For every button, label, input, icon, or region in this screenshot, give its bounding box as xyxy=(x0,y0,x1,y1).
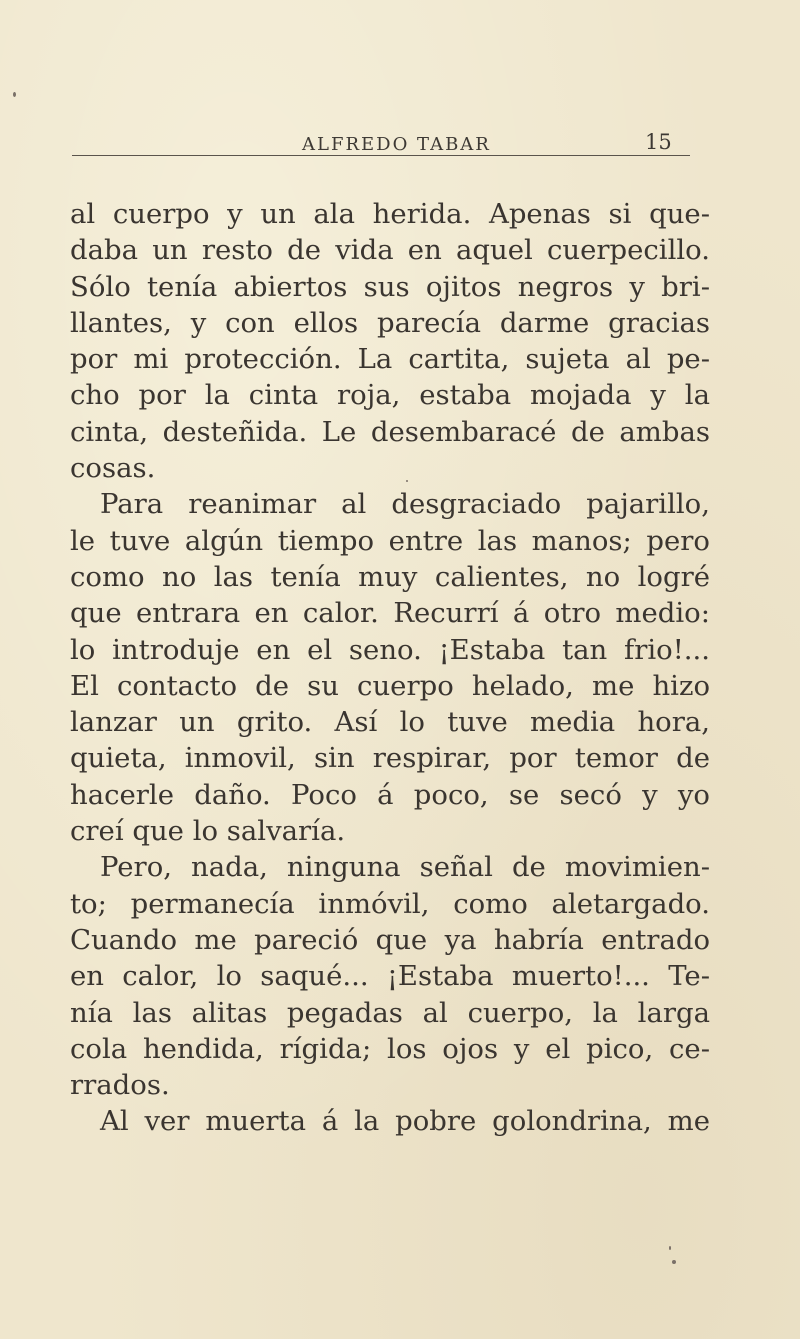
text-line: que entrara en calor. Recurrí á otro medio: xyxy=(70,597,710,630)
text-line: al cuerpo y un ala herida. Apenas si que- xyxy=(70,198,710,230)
text-line: to; permanecía inmóvil, como aletargado. xyxy=(70,887,710,920)
text-line: llantes, y con ellos parecía darme gracias xyxy=(70,306,710,339)
page-number: 15 xyxy=(645,130,672,154)
text-line: quieta, inmovil, sin respirar, por temor de xyxy=(70,742,710,775)
text-line: cho por la cinta roja, estaba mojada y la xyxy=(70,379,710,412)
text-line: daba un resto de vida en aquel cuerpecillo. xyxy=(70,234,710,267)
paper-speck xyxy=(13,92,16,97)
text-line: cosas. xyxy=(70,452,156,485)
text-line: hacerle daño. Poco á poco, se secó y yo xyxy=(70,778,710,811)
text-line: cinta, desteñida. Le desembaracé de ambas xyxy=(70,415,710,448)
paragraph-start-line: Para reanimar al desgraciado pajarillo, xyxy=(100,488,710,521)
paper-speck xyxy=(669,1246,671,1250)
text-line: lo introduje en el seno. ¡Estaba tan frio!... xyxy=(70,633,710,666)
text-line: El contacto de su cuerpo helado, me hizo xyxy=(70,669,710,702)
header-rule xyxy=(72,155,690,156)
text-line: nía las alitas pegadas al cuerpo, la larga xyxy=(70,996,710,1029)
body-text xyxy=(70,196,710,1140)
paragraph-start-line: Al ver muerta á la pobre golondrina, me xyxy=(100,1105,710,1138)
running-title: ALFREDO TABAR xyxy=(302,134,491,155)
text-line: Cuando me pareció que ya habría entrado xyxy=(70,923,710,956)
text-line: Sólo tenía abiertos sus ojitos negros y bri- xyxy=(70,270,710,303)
text-line: en calor, lo saqué... ¡Estaba muerto!... Te- xyxy=(70,960,710,993)
text-line: como no las tenía muy calientes, no logré xyxy=(70,560,710,593)
text-line: creí que lo salvaría. xyxy=(70,815,346,848)
paper-speck xyxy=(406,480,408,482)
paragraph-start-line: Pero, nada, ninguna señal de movimien- xyxy=(100,851,710,884)
text-line: cola hendida, rígida; los ojos y el pico, ce- xyxy=(70,1032,710,1065)
text-line: lanzar un grito. Así lo tuve media hora, xyxy=(70,706,710,739)
paper-speck xyxy=(672,1260,676,1264)
text-line: por mi protección. La cartita, sujeta al pe- xyxy=(70,343,710,376)
text-line: rrados. xyxy=(70,1069,170,1102)
text-line: le tuve algún tiempo entre las manos; pero xyxy=(70,524,710,557)
